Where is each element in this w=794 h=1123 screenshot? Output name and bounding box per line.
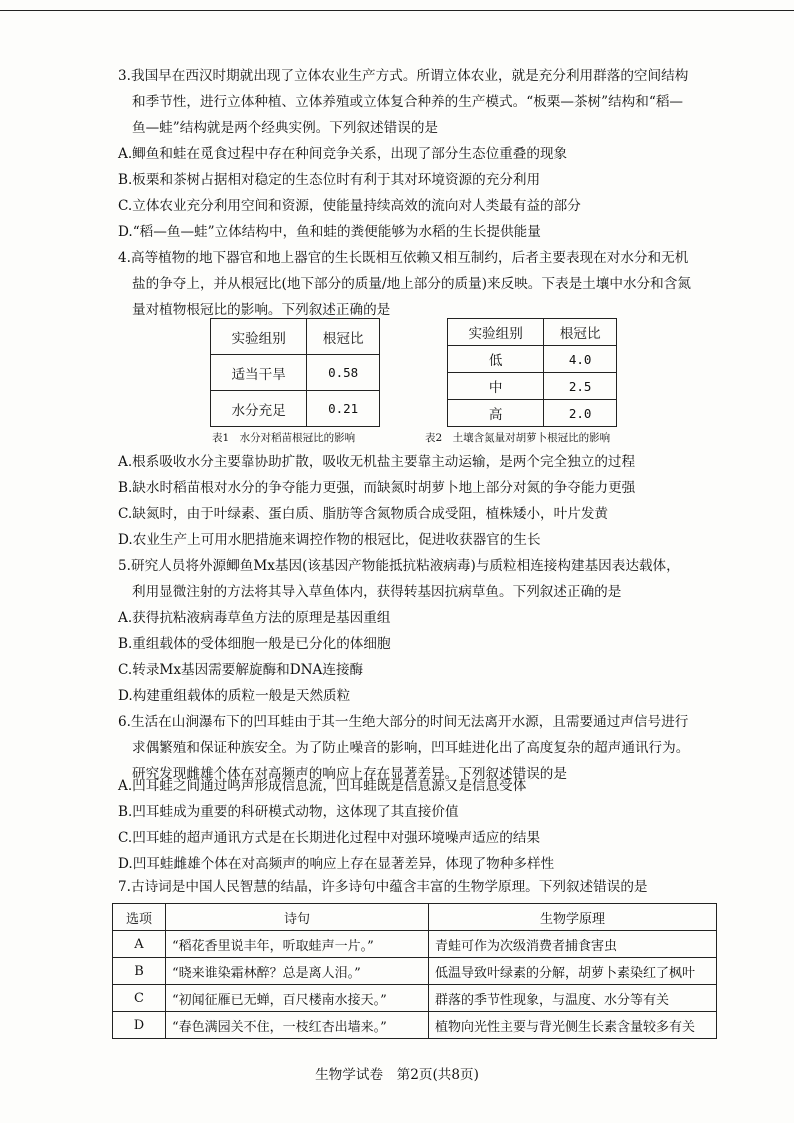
poem-table-header-principle: 生物学原理 [429,904,717,931]
table-1-header-ratio: 根冠比 [307,319,380,355]
table-1-cell: 水分充足 [211,391,307,427]
question-6-option-d: D.凹耳蛙雌雄个体在对高频声的响应上存在显著差异，体现了物种多样性 [118,856,555,872]
table-2-caption: 表2 土壤含氮量对胡萝卜根冠比的影响 [425,432,611,444]
poem-table-cell: B [113,958,166,985]
table-1-caption: 表1 水分对稻苗根冠比的影响 [212,432,356,444]
table-2-cell: 2.0 [544,400,617,427]
table-2 [447,318,617,427]
table-1-cell: 0.58 [307,355,380,391]
poem-table-cell: C [113,985,166,1012]
poem-table-cell: 青蛙可作为次级消费者捕食害虫 [429,931,717,958]
question-6-option-a: A.凹耳蛙之间通过鸣声形成信息流，凹耳蛙既是信息源又是信息受体 [118,778,527,794]
question-5-option-c: C.转录Mx基因需要解旋酶和DNA连接酶 [118,662,364,678]
question-5-option-d: D.构建重组载体的质粒一般是天然质粒 [118,688,351,704]
poem-table-cell: 低温导致叶绿素的分解，胡萝卜素染红了枫叶 [429,958,717,985]
table-row [113,958,717,985]
table-row [113,985,717,1012]
table-2-cell: 4.0 [544,346,617,373]
question-3-option-b: B.板栗和茶树占据相对稳定的生态位时有利于其对环境资源的充分利用 [118,172,541,188]
table-2-cell: 高 [448,400,544,427]
question-6-option-b: B.凹耳蛙成为重要的科研模式动物，这体现了其直接价值 [118,804,459,820]
table-row [113,931,717,958]
poem-table-cell: “春色满园关不住，一枝红杏出墙来。” [166,1012,429,1039]
question-3-option-c: C.立体农业充分利用空间和资源，使能量持续高效的流向对人类最有益的部分 [118,198,581,214]
table-1-header-group: 实验组别 [211,319,307,355]
question-3-option-d: D.“稻—鱼—蛙”立体结构中，鱼和蛙的粪便能够为水稻的生长提供能量 [118,224,541,240]
poem-table-cell: A [113,931,166,958]
question-6-stem: 6.生活在山涧瀑布下的凹耳蛙由于其一生绝大部分的时间无法离开水源，且需要通过声信号进行求偶繁殖和保证种族安全。为了防止噪音的影响，凹耳蛙进化出了高度复杂的超声通讯行为。研究发现雌雄个体在对高频声的响应上存在显著差异。下列叙述错误的是 [118,714,690,782]
table-2-header-ratio: 根冠比 [544,319,617,346]
table-1 [210,318,380,427]
question-5-stem: 5.研究人员将外源鲫鱼Mx基因(该基因产物能抵抗粘液病毒)与质粒相连接构建基因表达载体，利用显微注射的方法将其导入草鱼体内，获得转基因抗病草鱼。下列叙述正确的是 [118,558,680,600]
question-3-stem: 3.我国早在西汉时期就出现了立体农业生产方式。所谓立体农业，就是充分利用群落的空间结构和季节性，进行立体种植、立体养殖或立体复合种养的生产模式。“板栗—茶树”结构和“稻—鱼—蛙”结构就是两个经典实例。下列叙述错误的是 [118,68,689,136]
question-4-option-a: A.根系吸收水分主要靠协助扩散，吸收无机盐主要靠主动运输，是两个完全独立的过程 [118,454,636,470]
table-2-cell: 中 [448,373,544,400]
question-3-option-a: A.鲫鱼和蛙在觅食过程中存在种间竞争关系，出现了部分生态位重叠的现象 [118,146,568,162]
poem-table-cell: 群落的季节性现象，与温度、水分等有关 [429,985,717,1012]
question-6-option-c: C.凹耳蛙的超声通讯方式是在长期进化过程中对强环境噪声适应的结果 [118,830,541,846]
poem-table-cell: “稻花香里说丰年，听取蛙声一片。” [166,931,429,958]
question-5-option-b: B.重组载体的受体细胞一般是已分化的体细胞 [118,636,391,652]
poem-table [112,903,717,1039]
top-border-line [0,10,794,11]
question-4-option-d: D.农业生产上可用水肥措施来调控作物的根冠比，促进收获器官的生长 [118,532,541,548]
poem-table-header-option: 选项 [113,904,166,931]
poem-table-header-verse: 诗句 [166,904,429,931]
poem-table-cell: “晓来谁染霜林醉？总是离人泪。” [166,958,429,985]
question-7-stem: 7.古诗词是中国人民智慧的结晶，许多诗句中蕴含丰富的生物学原理。下列叙述错误的是 [118,879,648,895]
table-row [113,1012,717,1039]
question-5-option-a: A.获得抗粘液病毒草鱼方法的原理是基因重组 [118,610,391,626]
poem-table-cell: D [113,1012,166,1039]
page-footer: 生物学试卷 第2页(共8页) [315,1067,479,1083]
table-1-cell: 0.21 [307,391,380,427]
question-4-option-b: B.缺水时稻苗根对水分的争夺能力更强，而缺氮时胡萝卜地上部分对氮的争夺能力更强 [118,480,636,496]
table-2-cell: 低 [448,346,544,373]
question-4-option-c: C.缺氮时，由于叶绿素、蛋白质、脂肪等含氮物质合成受阻，植株矮小，叶片发黄 [118,506,609,522]
table-2-header-group: 实验组别 [448,319,544,346]
poem-table-cell: “初闻征雁已无蝉，百尺楼南水接天。” [166,985,429,1012]
poem-table-cell: 植物向光性主要与背光侧生长素含量较多有关 [429,1012,717,1039]
table-2-cell: 2.5 [544,373,617,400]
table-1-cell: 适当干旱 [211,355,307,391]
question-4-stem: 4.高等植物的地下器官和地上器官的生长既相互依赖又相互制约，后者主要表现在对水分和无机盐的争夺上，并从根冠比(地下部分的质量/地上部分的质量)来反映。下表是土壤中水分和含氮量对植物根冠比的影响。下列叙述正确的是 [118,250,691,318]
